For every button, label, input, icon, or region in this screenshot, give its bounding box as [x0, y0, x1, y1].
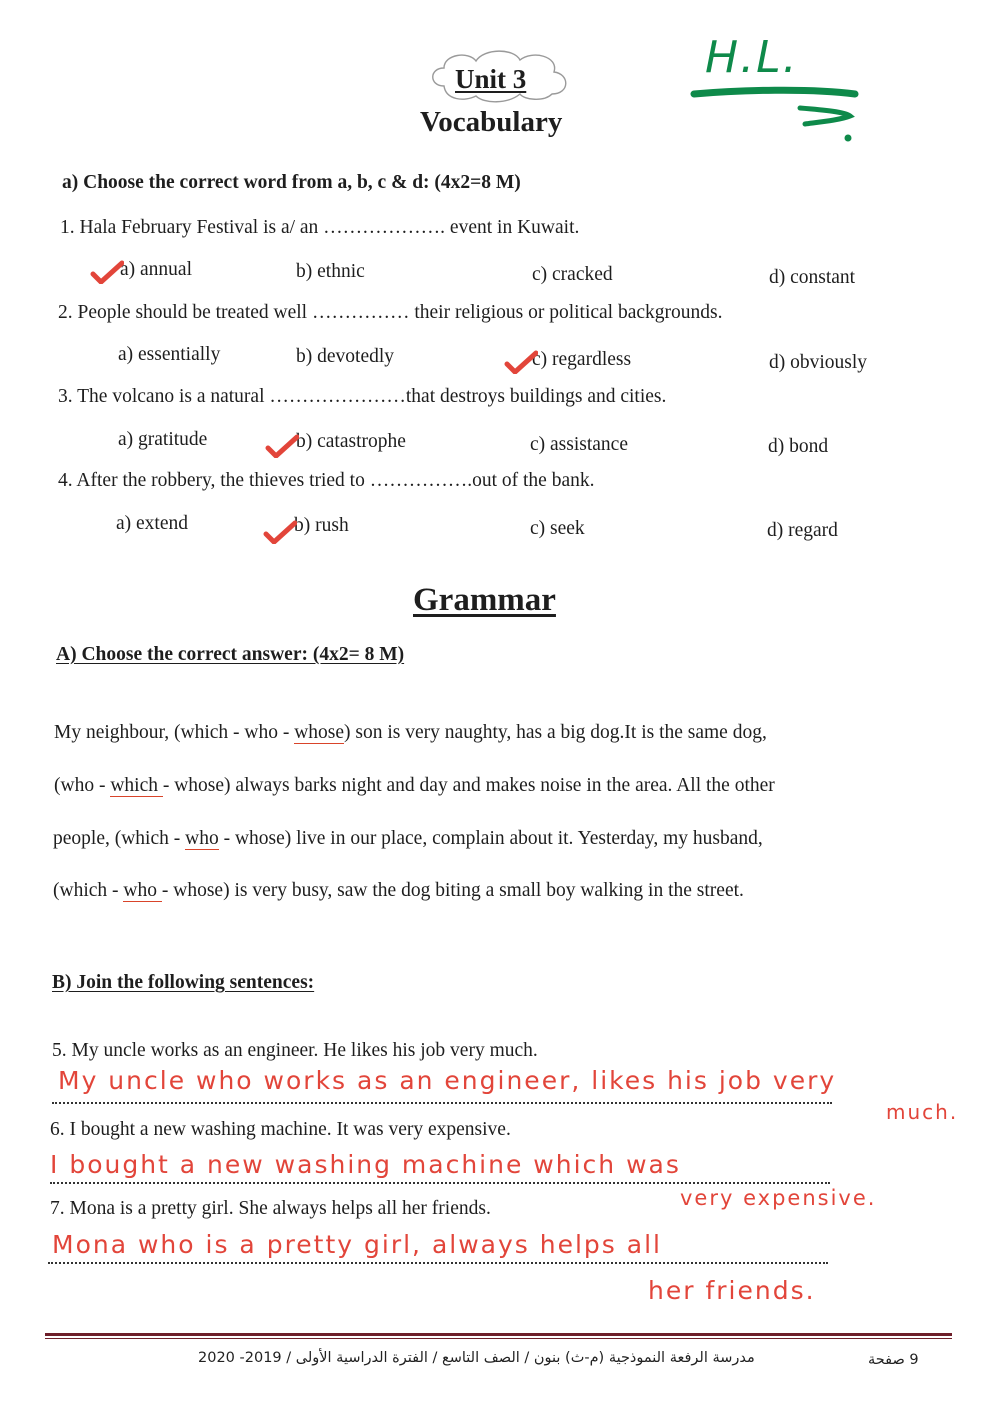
q4-option-c: c) seek — [530, 518, 585, 539]
q2-option-b: b) devotedly — [296, 346, 395, 367]
q3-option-d: d) bond — [768, 436, 829, 457]
teacher-initials: H.L. — [705, 32, 799, 83]
section-title-grammar: Grammar — [413, 582, 556, 618]
paragraph-line-3: people, (which - who - whose) live in our place, complain about it. Yesterday, my husband, — [53, 828, 763, 849]
selected-answer: who — [123, 880, 162, 901]
footer-school-line: مدرسة الرفعة النموذجية (م-ث) بنون / الصف التاسع / الفترة الدراسية الأولى / 2019- 2020 — [198, 1350, 755, 1366]
question-1: 1. Hala February Festival is a/ an ………………. event in Kuwait. — [60, 217, 580, 238]
footer-rule-thin — [45, 1338, 952, 1339]
paragraph-line-1: My neighbour, (which - who - whose) son is very naughty, has a big dog.It is the same dog, — [54, 722, 767, 743]
selected-answer: who — [185, 828, 219, 849]
checkmark-icon — [90, 260, 124, 284]
vocabulary-instruction: a) Choose the correct word from a, b, c & d: (4x2=8 M) — [62, 172, 521, 193]
selected-answer: which — [110, 775, 163, 796]
handwritten-answer-7-cont: her friends. — [648, 1276, 816, 1305]
join-question-5: 5. My uncle works as an engineer. He likes his job very much. — [52, 1040, 538, 1061]
unit-title: Unit 3 — [455, 64, 527, 94]
q2-option-d: d) obviously — [769, 352, 868, 373]
green-underline-mark — [690, 82, 865, 144]
q1-option-c: c) cracked — [532, 264, 613, 285]
q2-option-a: a) essentially — [118, 344, 221, 365]
q3-option-b: b) catastrophe — [296, 431, 406, 452]
section-title-vocabulary: Vocabulary — [420, 106, 563, 138]
handwritten-answer-5: My uncle who works as an engineer, likes his job very — [58, 1066, 837, 1095]
answer-line — [48, 1262, 828, 1264]
checkmark-icon — [504, 350, 538, 374]
q3-option-c: c) assistance — [530, 434, 628, 455]
handwritten-answer-7: Mona who is a pretty girl, always helps all — [52, 1230, 662, 1259]
handwritten-answer-5-cont: much. — [886, 1100, 959, 1124]
paragraph-line-4: (which - who - whose) is very busy, saw the dog biting a small boy walking in the street. — [53, 880, 744, 901]
handwritten-answer-6-cont: very expensive. — [680, 1186, 877, 1210]
question-3: 3. The volcano is a natural …………………that destroys buildings and cities. — [58, 386, 667, 407]
q4-option-b: b) rush — [294, 515, 349, 536]
join-question-6: 6. I bought a new washing machine. It was very expensive. — [50, 1119, 511, 1140]
answer-line — [50, 1182, 830, 1184]
answer-line — [52, 1102, 832, 1104]
q4-option-a: a) extend — [116, 513, 189, 534]
q4-option-d: d) regard — [767, 520, 838, 541]
question-2: 2. People should be treated well …………… their religious or political backgrounds. — [58, 302, 723, 323]
checkmark-icon — [265, 434, 299, 458]
grammar-part-a-instruction: A) Choose the correct answer: (4x2= 8 M) — [56, 644, 405, 665]
handwritten-answer-6: I bought a new washing machine which was — [50, 1150, 681, 1179]
paragraph-line-2: (who - which - whose) always barks night and day and makes noise in the area. All the other — [54, 775, 775, 796]
join-question-7: 7. Mona is a pretty girl. She always helps all her friends. — [50, 1198, 491, 1219]
footer-rule — [45, 1333, 952, 1336]
q1-option-b: b) ethnic — [296, 261, 365, 282]
selected-answer: whose — [294, 722, 345, 743]
page-number: 9 صفحة — [868, 1352, 919, 1368]
q3-option-a: a) gratitude — [118, 429, 208, 450]
q1-option-a: a) annual — [120, 259, 193, 280]
q1-option-d: d) constant — [769, 267, 856, 288]
checkmark-icon — [263, 520, 297, 544]
question-4: 4. After the robbery, the thieves tried to …………….out of the bank. — [58, 470, 595, 491]
grammar-part-b-instruction: B) Join the following sentences: — [52, 972, 315, 993]
q2-option-c: c) regardless — [532, 349, 632, 370]
